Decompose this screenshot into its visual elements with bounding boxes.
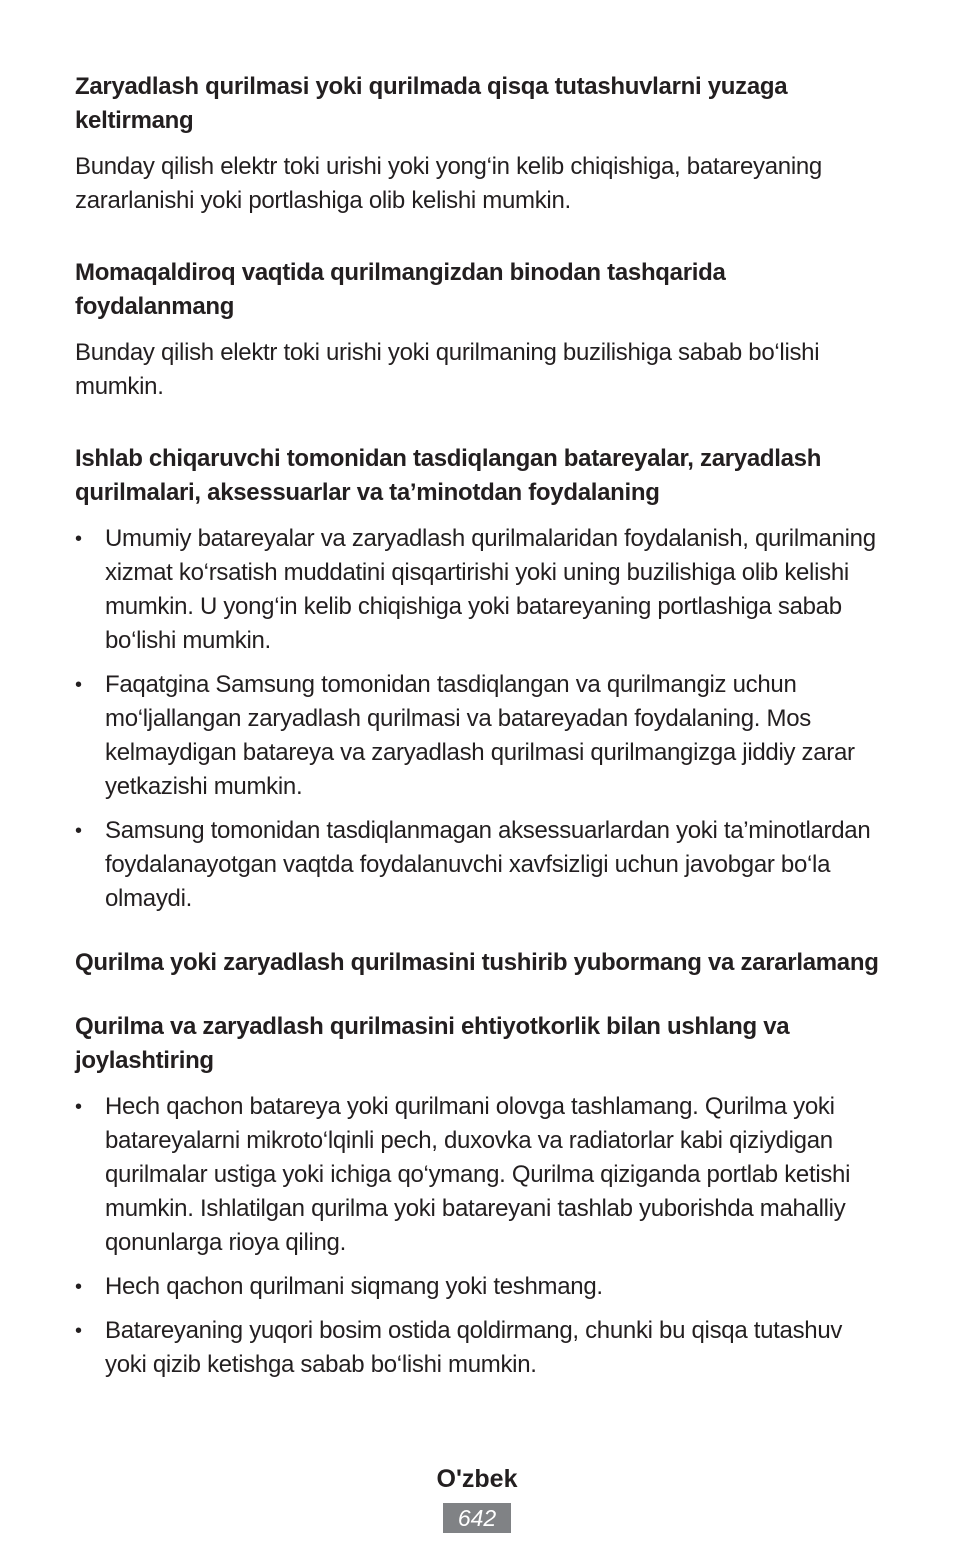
section-approved-accessories [75,442,887,916]
section-paragraph: Bunday qilish elektr toki urishi yoki yong‘in kelib chiqishiga, batareyaning zararlanishi yoki portlashiga olib kelishi mumkin. [75,153,822,214]
list-item-text: Faqatgina Samsung tomonidan tasdiqlangan va qurilmangiz uchun mo‘ljallangan zaryadlash qurilmasi va batareyadan foydalaning. Mos kelmaydigan batareya va zaryadlash qurilmasi qurilmangizga jiddiy zarar yetkazishi mumkin. [105,671,855,800]
list-item [75,814,887,916]
section-heading: Qurilma va zaryadlash qurilmasini ehtiyotkorlik bilan ushlang va joylashtiring [75,1013,790,1074]
bullet-icon: • [75,1276,82,1298]
list-item-text: Batareyaning yuqori bosim ostida qoldirmang, chunki bu qisqa tutashuv yoki qizib ketishga sabab bo‘lishi mumkin. [105,1317,843,1378]
bullet-icon: • [75,674,82,696]
section-paragraph: Bunday qilish elektr toki urishi yoki qurilmaning buzilishiga sabab bo‘lishi mumkin. [75,339,820,400]
section-short-circuit [75,70,887,218]
list-item [75,1270,887,1304]
list-item-text: Samsung tomonidan tasdiqlanmagan aksessuarlardan yoki ta’minotlardan foydalanayotgan vaqtda foydalanuvchi xavfsizligi uchun javobgar bo‘la olmaydi. [105,817,871,912]
list-item [75,522,887,658]
bullet-icon: • [75,820,82,842]
bullet-list [75,1090,887,1382]
section-heading: Momaqaldiroq vaqtida qurilmangizdan binodan tashqarida foydalanmang [75,259,726,320]
section-heading: Ishlab chiqaruvchi tomonidan tasdiqlangan batareyalar, zaryadlash qurilmalari, aksessuarlar va ta’minotdan foydalaning [75,445,822,506]
list-item [75,1090,887,1260]
list-item-text: Umumiy batareyalar va zaryadlash qurilmalaridan foydalanish, qurilmaning xizmat ko‘rsatish muddatini qisqartirishi yoki uning buzilishiga olib kelishi mumkin. U yong‘in kelib chiqishiga yoki batareyaning portlashiga sabab bo‘lishi mumkin. [105,525,876,654]
bullet-icon: • [75,528,82,550]
list-item-text: Hech qachon batareya yoki qurilmani olovga tashlamang. Qurilma yoki batareyalarni mikroto‘lqinli pech, duxovka va radiatorlar kabi qiziydigan qurilmalar ustiga yoki ichiga qo‘ymang. Qurilma qiziganda portlab ketishi mumkin. Ishlatilgan qurilma yoki batareyani tashlab yuborishda mahalliy qonunlarga rioya qiling. [105,1093,851,1256]
section-heading: Qurilma yoki zaryadlash qurilmasini tushirib yubormang va zararlamang [75,949,879,976]
section-heading: Zaryadlash qurilmasi yoki qurilmada qisqa tutashuvlarni yuzaga keltirmang [75,73,788,134]
list-item [75,668,887,804]
section-handle-carefully [75,1010,887,1382]
footer-language-label: O'zbek [436,1465,518,1493]
page-number-container [0,1503,954,1533]
list-item [75,1314,887,1382]
page-number: 642 [443,1503,511,1533]
bullet-list [75,522,887,916]
list-item-text: Hech qachon qurilmani siqmang yoki teshmang. [105,1273,603,1300]
section-do-not-drop [75,946,887,980]
bullet-icon: • [75,1096,82,1118]
bullet-icon: • [75,1320,82,1342]
document-body [75,70,887,1392]
section-thunderstorm [75,256,887,404]
